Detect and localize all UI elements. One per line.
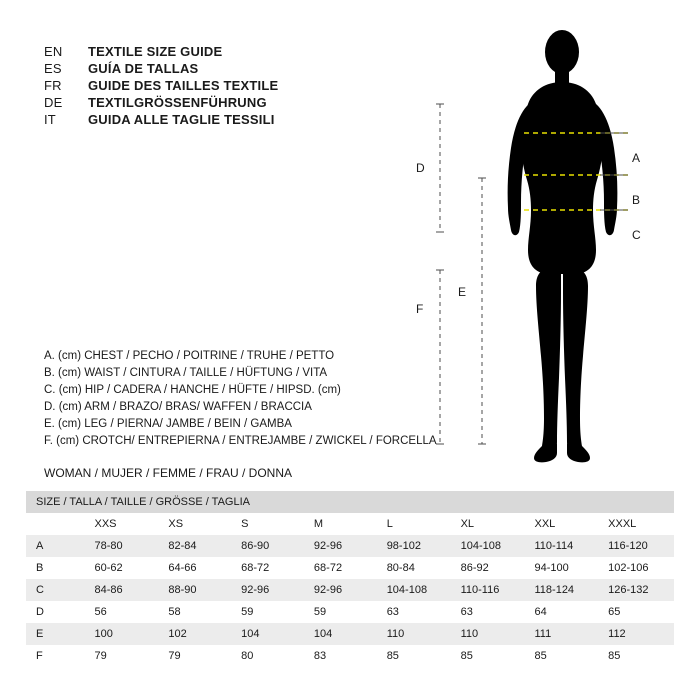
cell-a-xxxl: 116-120 — [598, 535, 674, 557]
column-head-m: M — [304, 513, 377, 535]
column-head-xl: XL — [451, 513, 525, 535]
row-label-f: F — [26, 645, 85, 667]
cell-e-m: 104 — [304, 623, 377, 645]
measurement-legend — [44, 348, 464, 450]
cell-c-s: 92-96 — [231, 579, 304, 601]
dim-label-c: C — [632, 228, 641, 242]
cell-e-xl: 110 — [451, 623, 525, 645]
cell-c-xl: 110-116 — [451, 579, 525, 601]
column-head-xxl: XXL — [525, 513, 599, 535]
dimension-line-d — [436, 104, 444, 232]
cell-d-xxl: 64 — [525, 601, 599, 623]
table-row — [26, 601, 674, 623]
table-row — [26, 535, 674, 557]
title-text-en: TEXTILE SIZE GUIDE — [88, 44, 223, 59]
cell-b-xl: 86-92 — [451, 557, 525, 579]
cell-a-xxl: 110-114 — [525, 535, 599, 557]
title-row — [44, 95, 374, 110]
table-row — [26, 579, 674, 601]
title-text-es: GUÍA DE TALLAS — [88, 61, 199, 76]
legend-line-a: A. (cm) CHEST / PECHO / POITRINE / TRUHE / PETTO — [44, 350, 335, 362]
title-row — [44, 112, 374, 127]
title-block — [44, 44, 374, 129]
cell-c-xxl: 118-124 — [525, 579, 599, 601]
table-row — [26, 623, 674, 645]
cell-b-m: 68-72 — [304, 557, 377, 579]
dim-label-f: F — [416, 302, 424, 316]
row-label-d: D — [26, 601, 85, 623]
cell-c-m: 92-96 — [304, 579, 377, 601]
cell-e-xxs: 100 — [85, 623, 159, 645]
cell-d-m: 59 — [304, 601, 377, 623]
cell-a-xs: 82-84 — [158, 535, 231, 557]
cell-e-xxl: 111 — [525, 623, 599, 645]
column-head-s: S — [231, 513, 304, 535]
title-text-it: GUIDA ALLE TAGLIE TESSILI — [88, 112, 275, 127]
cell-f-xxxl: 85 — [598, 645, 674, 667]
legend-line-b: B. (cm) WAIST / CINTURA / TAILLE / HÜFTUNG / VITA — [44, 367, 328, 379]
row-label-c: C — [26, 579, 85, 601]
title-text-fr: GUIDE DES TAILLES TEXTILE — [88, 78, 279, 93]
cell-b-xs: 64-66 — [158, 557, 231, 579]
cell-b-xxxl: 102-106 — [598, 557, 674, 579]
column-head-xxs: XXS — [85, 513, 159, 535]
cell-f-s: 80 — [231, 645, 304, 667]
cell-f-xxl: 85 — [525, 645, 599, 667]
cell-f-xl: 85 — [451, 645, 525, 667]
cell-c-xxs: 84-86 — [85, 579, 159, 601]
cell-d-xl: 63 — [451, 601, 525, 623]
cell-c-l: 104-108 — [377, 579, 451, 601]
cell-f-m: 83 — [304, 645, 377, 667]
cell-b-l: 80-84 — [377, 557, 451, 579]
dim-label-a: A — [632, 151, 641, 165]
cell-e-xs: 102 — [158, 623, 231, 645]
title-row — [44, 78, 374, 93]
cell-a-l: 98-102 — [377, 535, 451, 557]
cell-f-xs: 79 — [158, 645, 231, 667]
title-row — [44, 61, 374, 76]
cell-a-xxs: 78-80 — [85, 535, 159, 557]
legend-line-c: C. (cm) HIP / CADERA / HANCHE / HÜFTE / HIPSD. (cm) — [44, 384, 341, 396]
title-lang-en: EN — [44, 44, 63, 59]
legend-line-f: F. (cm) CROTCH/ ENTREPIERNA / ENTREJAMBE / ZWICKEL / FORCELLA — [44, 435, 437, 447]
size-table-wrapper — [26, 491, 674, 667]
column-head-xxxl: XXXL — [598, 513, 674, 535]
cell-a-m: 92-96 — [304, 535, 377, 557]
dim-label-b: B — [632, 193, 641, 207]
cell-c-xxxl: 126-132 — [598, 579, 674, 601]
female-silhouette-icon — [508, 30, 618, 462]
column-head-l: L — [377, 513, 451, 535]
cell-d-l: 63 — [377, 601, 451, 623]
dimension-line-e — [478, 178, 486, 444]
table-row — [26, 557, 674, 579]
title-text-de: TEXTILGRÖSSENFÜHRUNG — [88, 95, 267, 110]
cell-a-xl: 104-108 — [451, 535, 525, 557]
row-label-e: E — [26, 623, 85, 645]
cell-f-l: 85 — [377, 645, 451, 667]
column-head-xs: XS — [158, 513, 231, 535]
size-table — [26, 491, 674, 667]
gender-line: WOMAN / MUJER / FEMME / FRAU / DONNA — [44, 466, 292, 480]
title-lang-es: ES — [44, 61, 62, 76]
cell-c-xs: 88-90 — [158, 579, 231, 601]
cell-e-l: 110 — [377, 623, 451, 645]
cell-f-xxs: 79 — [85, 645, 159, 667]
table-column-row — [26, 513, 674, 535]
column-head-blank — [26, 513, 85, 535]
table-header-row — [26, 491, 674, 513]
cell-d-xxxl: 65 — [598, 601, 674, 623]
cell-d-s: 59 — [231, 601, 304, 623]
table-row — [26, 645, 674, 667]
cell-e-s: 104 — [231, 623, 304, 645]
dim-label-e: E — [458, 285, 467, 299]
legend-line-d: D. (cm) ARM / BRAZO/ BRAS/ WAFFEN / BRACCIA — [44, 401, 312, 413]
title-row — [44, 44, 374, 59]
cell-e-xxxl: 112 — [598, 623, 674, 645]
title-lang-it: IT — [44, 112, 56, 127]
title-lang-fr: FR — [44, 78, 62, 93]
cell-b-s: 68-72 — [231, 557, 304, 579]
row-label-a: A — [26, 535, 85, 557]
cell-b-xxl: 94-100 — [525, 557, 599, 579]
row-label-b: B — [26, 557, 85, 579]
cell-d-xxs: 56 — [85, 601, 159, 623]
table-header-title: SIZE / TALLA / TAILLE / GRÖSSE / TAGLIA — [26, 491, 674, 513]
cell-a-s: 86-90 — [231, 535, 304, 557]
cell-d-xs: 58 — [158, 601, 231, 623]
cell-b-xxs: 60-62 — [85, 557, 159, 579]
legend-line-e: E. (cm) LEG / PIERNA/ JAMBE / BEIN / GAMBA — [44, 418, 292, 430]
dim-label-d: D — [416, 161, 425, 175]
title-lang-de: DE — [44, 95, 63, 110]
